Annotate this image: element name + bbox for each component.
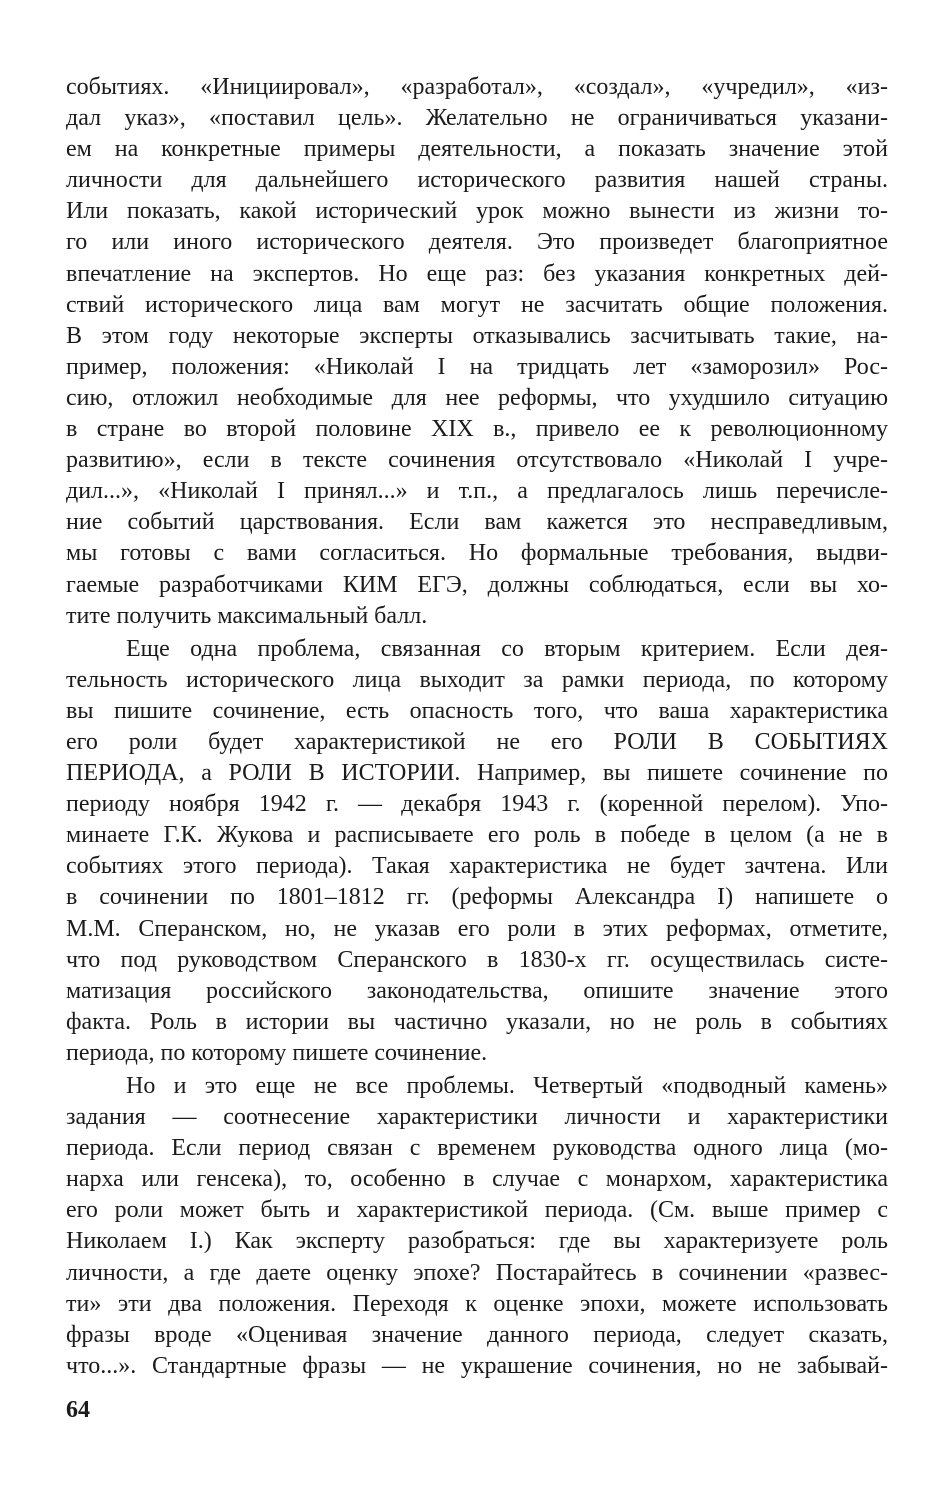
text-line: В этом году некоторые эксперты отказывались засчитывать такие, на- <box>66 322 888 349</box>
text-line: его роли может быть и характеристикой периода. (См. выше пример с <box>66 1197 888 1224</box>
text-line: гаемые разработчиками КИМ ЕГЭ, должны соблюдаться, если вы хо- <box>66 571 888 598</box>
text-line: пример, положения: «Николай I на тридцать лет «заморозил» Рос- <box>66 353 888 380</box>
text-line: факта. Роль в истории вы частично указали, но не роль в событиях <box>66 1008 888 1035</box>
text-line: тельность исторического лица выходит за рамки периода, по которому <box>66 666 888 693</box>
page-text <box>66 72 888 1382</box>
text-line: впечатление на экспертов. Но еще раз: без указания конкретных дей- <box>66 260 888 287</box>
text-line: Еще одна проблема, связанная со вторым критерием. Если дея- <box>126 635 888 662</box>
text-line: событиях. «Инициировал», «разработал», «создал», «учредил», «из- <box>66 74 888 100</box>
paragraph-2 <box>66 634 888 1069</box>
text-line: ствий исторического лица вам могут не засчитать общие положения. <box>66 291 888 318</box>
text-line: М.М. Сперанском, но, не указав его роли в этих реформах, отметите, <box>66 915 888 942</box>
text-line: вы пишите сочинение, есть опасность того, что ваша характеристика <box>66 697 888 724</box>
text-line: фразы вроде «Оценивая значение данного периода, следует сказать, <box>66 1321 888 1348</box>
text-line: мы готовы с вами согласиться. Но формальные требования, выдви- <box>66 540 888 567</box>
text-line: Но и это еще не все проблемы. Четвертый «подводный камень» <box>126 1073 888 1099</box>
text-line: событиях этого периода). Такая характеристика не будет зачтена. Или <box>66 853 888 880</box>
text-line: Николаем I.) Как эксперту разобраться: где вы характеризуете роль <box>66 1228 888 1255</box>
text-line: го или иного исторического деятеля. Это произведет благоприятное <box>66 229 888 256</box>
text-line: его роли будет характеристикой не его РОЛИ В СОБЫТИЯХ <box>66 728 888 755</box>
text-line: личности, а где даете оценку эпохе? Постарайтесь в сочинении «развес- <box>66 1259 888 1286</box>
text-line: сию, отложил необходимые для нее реформы, что ухудшило ситуацию <box>66 384 888 411</box>
text-line: что под руководством Сперанского в 1830-х гг. осуществилась систе- <box>66 946 888 973</box>
text-line: тите получить максимальный балл. <box>66 602 428 629</box>
text-line: развитию», если в тексте сочинения отсутствовало «Николай I учре- <box>66 447 888 474</box>
text-line: дал указ», «поставил цель». Желательно не ограничиваться указани- <box>66 105 888 132</box>
text-line: Или показать, какой исторический урок можно вынести из жизни то- <box>66 198 888 225</box>
text-line: ние событий царствования. Если вам кажется это несправедливым, <box>66 509 888 536</box>
paragraph-3 <box>66 1071 888 1382</box>
text-line: матизация российского законодательства, опишите значение этого <box>66 977 888 1004</box>
text-line: нарха или генсека), то, особенно в случае с монархом, характеристика <box>66 1166 888 1193</box>
text-line: минаете Г.К. Жукова и расписываете его роль в победе в целом (а не в <box>66 822 888 849</box>
text-line: периода, по которому пишете сочинение. <box>66 1039 488 1066</box>
text-line: периода. Если период связан с временем руководства одного лица (мо- <box>66 1135 888 1162</box>
text-line: дил...», «Николай I принял...» и т.п., а предлагалось лишь перечисле- <box>66 478 888 505</box>
text-line: в сочинении по 1801–1812 гг. (реформы Александра I) напишете о <box>66 884 888 911</box>
text-line: личности для дальнейшего исторического развития нашей страны. <box>66 167 888 194</box>
text-line: задания — соотнесение характеристики личности и характеристики <box>66 1104 888 1131</box>
text-line: ПЕРИОДА, а РОЛИ В ИСТОРИИ. Например, вы пишете сочинение по <box>66 760 888 787</box>
text-line: периоду ноября 1942 г. — декабря 1943 г. (коренной перелом). Упо- <box>66 791 888 818</box>
paragraph-1 <box>66 72 888 632</box>
text-line: ем на конкретные примеры деятельности, а показать значение этой <box>66 136 888 163</box>
text-line: что...». Стандартные фразы — не украшение сочинения, но не забывай- <box>66 1352 888 1379</box>
page-number: 64 <box>66 1397 90 1423</box>
text-line: в стране во второй половине XIX в., привело ее к революционному <box>66 416 888 443</box>
text-line: ти» эти два положения. Переходя к оценке эпохи, можете использовать <box>66 1290 888 1317</box>
